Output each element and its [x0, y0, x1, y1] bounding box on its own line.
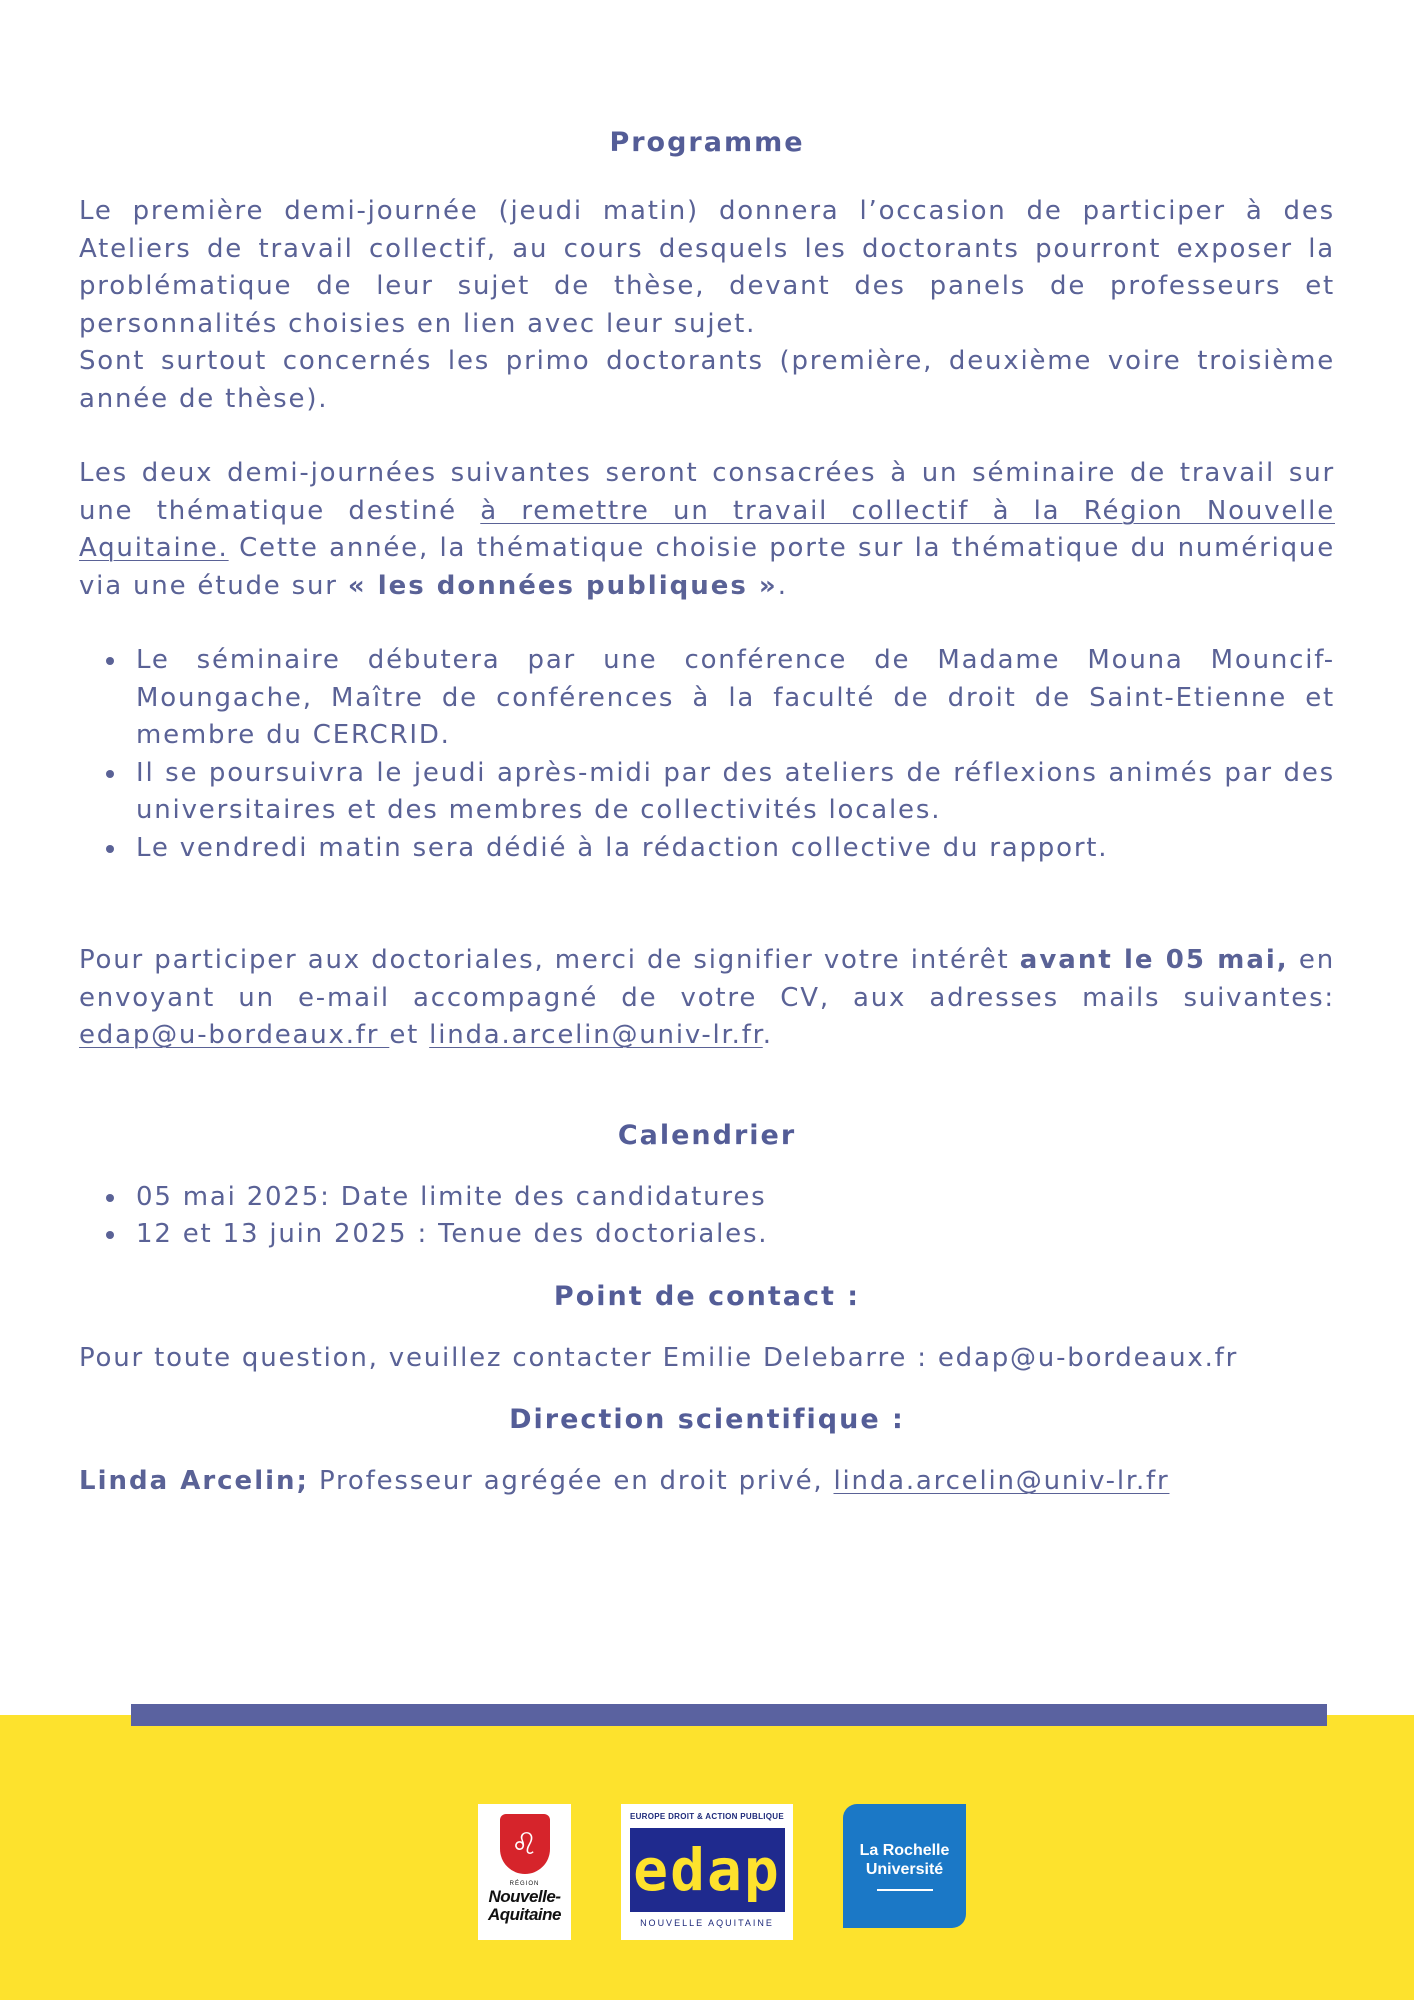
region-small-label: RÉGION [509, 1881, 540, 1887]
director-name: Linda Arcelin; [79, 1466, 309, 1496]
contact-heading: Point de contact : [553, 1280, 861, 1312]
programme-paragraph-1: Le première demi-journée (jeudi matin) donnera l’occasion de participer à des Ateliers de travail collectif, au cours desquels les doctorants pourront exposer la problématique de leur sujet de thèse, devant des panels de professeurs et personnalités choisies en lien avec leur sujet. [79, 196, 1335, 339]
participate-text-a: Pour participer aux doctoriales, merci de signifier votre intérêt [79, 945, 1020, 975]
programme-heading: Programme [609, 127, 805, 158]
edap-email-link[interactable]: edap@u-bordeaux.fr [79, 1020, 390, 1050]
para3-text-a: Les deux demi-journées suivantes seront consacrées à un séminaire de travail sur une thématique destiné [79, 458, 1335, 526]
list-item: Le vendredi matin sera dédié à la rédaction collective du rapport. [136, 830, 1335, 868]
edap-mark: edap [630, 1828, 785, 1912]
lr-line1: La Rochelle [859, 1842, 950, 1859]
list-item: Le séminaire débutera par une conférence de Madame Mouna Mouncif-Moungache, Maître de conférences à la faculté de droit de Saint-Etienne et membre du CERCRID. [136, 642, 1335, 755]
donnees-publiques-emphasis: « les données publiques » [347, 570, 778, 601]
programme-paragraph-2: Sont surtout concernés les primo doctorants (première, deuxième voire troisième année de thèse). [79, 346, 1335, 414]
calendrier-heading: Calendrier [617, 1119, 797, 1151]
la-rochelle-universite-logo [843, 1804, 966, 1928]
participate-end: . [762, 1020, 773, 1050]
lr-line2: Université [865, 1861, 944, 1878]
seminar-bullet-list [79, 642, 1335, 867]
direction-text [79, 1463, 1335, 1501]
arcelin-email-link[interactable]: linda.arcelin@univ-lr.fr [429, 1020, 763, 1050]
edap-logo [621, 1804, 793, 1940]
deadline-emphasis: avant le 05 mai, [1019, 945, 1289, 975]
director-role: Professeur agrégée en droit privé, [308, 1466, 834, 1496]
para3-text-b: Cette année, la thématique choisie porte sur la thématique du numérique via une étude sur [79, 533, 1335, 601]
para3-text-c: . [777, 570, 788, 601]
partner-logos [478, 1804, 966, 1940]
participate-paragraph [79, 942, 1335, 1055]
document-content [79, 118, 1335, 1501]
region-name-line1: Nouvelle- [488, 1887, 561, 1906]
edap-bottom-label: NOUVELLE AQUITAINE [640, 1918, 774, 1928]
region-link[interactable]: à remettre un travail collectif à la Région Nouvelle Aquitaine. [79, 495, 1335, 563]
programme-paragraph-3 [79, 455, 1335, 605]
list-item: Il se poursuivra le jeudi après-midi par des ateliers de réflexions animés par des universitaires et des membres de collectivités locales. [136, 755, 1335, 830]
lr-underline [877, 1889, 933, 1891]
participate-text-b: en envoyant un e-mail accompagné de votre CV, aux adresses mails suivantes: [79, 945, 1336, 1013]
region-nouvelle-aquitaine-logo [478, 1804, 571, 1940]
participate-and: et [389, 1020, 430, 1050]
footer-divider-bar [131, 1704, 1327, 1726]
edap-top-label: EUROPE DROIT & ACTION PUBLIQUE [629, 1812, 785, 1821]
contact-text: Pour toute question, veuillez contacter Emilie Delebarre : edap@u-bordeaux.fr [79, 1342, 1239, 1373]
region-name-line2: Aquitaine [488, 1905, 561, 1924]
director-email-link[interactable]: linda.arcelin@univ-lr.fr [833, 1466, 1170, 1496]
list-item: 05 mai 2025: Date limite des candidatures [136, 1179, 1335, 1217]
lion-shield-icon: ♌ [500, 1814, 550, 1874]
direction-heading: Direction scientifique : [509, 1404, 905, 1435]
calendrier-list [79, 1179, 1335, 1254]
list-item: 12 et 13 juin 2025 : Tenue des doctoriales. [136, 1216, 1335, 1254]
